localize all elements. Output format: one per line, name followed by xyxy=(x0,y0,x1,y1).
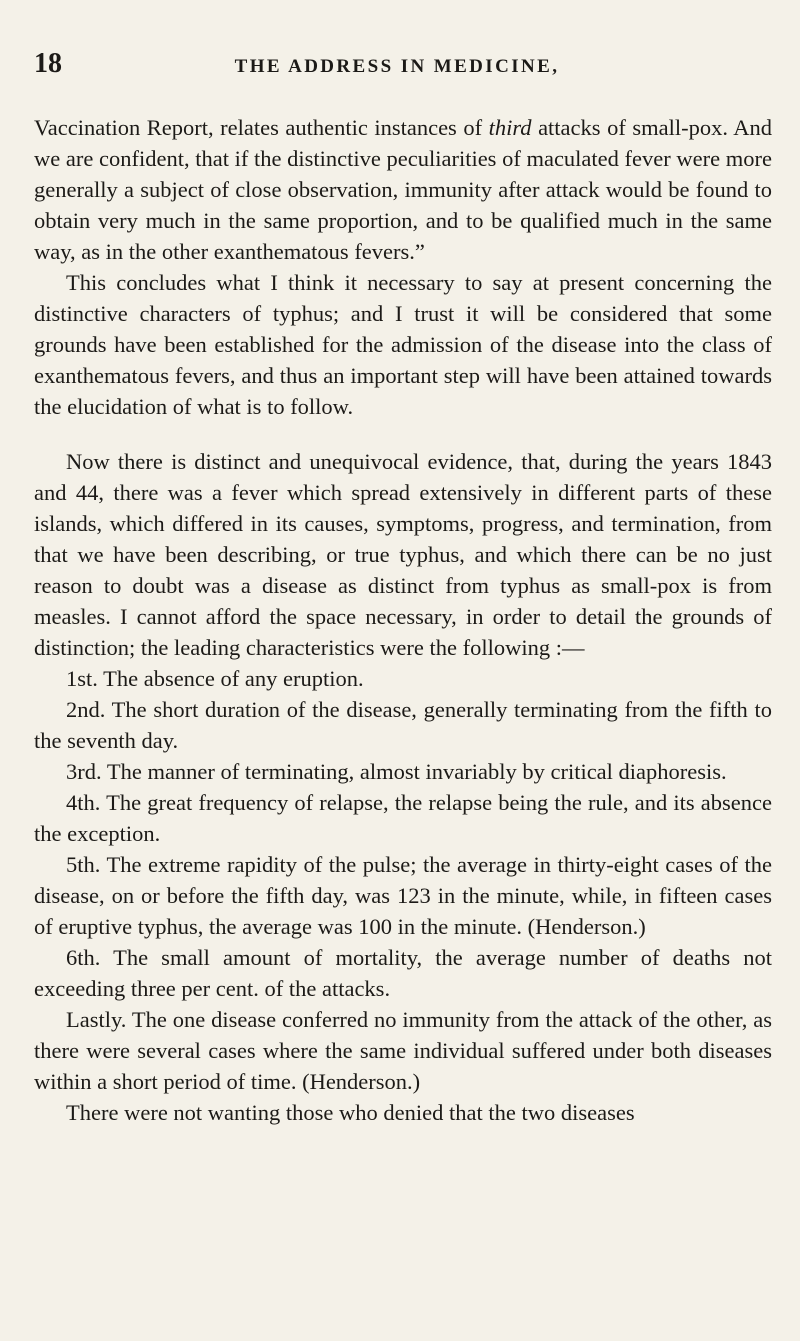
running-title: THE ADDRESS IN MEDICINE, xyxy=(234,56,560,77)
list-item-3rd: 3rd. The manner of terminating, almost invariably by critical diaphoresis. xyxy=(66,759,727,784)
list-item-6th: 6th. The small amount of mortality, the average number of deaths not exceeding three per cent. of the attacks. xyxy=(34,945,772,1001)
emphasis-third: third xyxy=(488,115,532,140)
list-item-4th: 4th. The great frequency of relapse, the relapse being the rule, and its absence the exception. xyxy=(34,790,772,846)
page-header xyxy=(34,48,760,88)
paragraph-distinct-fever: Now there is distinct and unequivocal evidence, that, during the years 1843 and 44, there was a fever which spread extensively in different parts of these islands, which differed in its causes, symptoms, progress, and termination, from that we have been describing, or true typhus, and which there can be no just reason to doubt was a disease as distinct from typhus as small-pox is from measles. I cannot afford the space necessary, in order to detail the grounds of distinction; the leading characteristics were the following :— xyxy=(34,449,772,660)
list-item-2nd: 2nd. The short duration of the disease, generally terminating from the fifth to the seventh day. xyxy=(34,697,772,753)
page-number: 18 xyxy=(34,48,62,79)
list-item-1st: 1st. The absence of any eruption. xyxy=(66,666,364,691)
paragraph-vaccination-report: Vaccination Report, relates authentic instances of third attacks of small-pox. And we are confident, that if the distinctive peculiarities of maculated fever were more generally a subject of close observation, immunity after attack would be found to obtain very much in the same proportion, and to be qualified much in the same way, as in the other exanthematous fevers.” xyxy=(34,115,772,264)
paragraph-continuation: There were not wanting those who denied that the two diseases xyxy=(66,1100,635,1125)
list-item-lastly: Lastly. The one disease conferred no immunity from the attack of the other, as there were several cases where the same individual suffered under both diseases within a short period of time. (Henderson.) xyxy=(34,1007,772,1094)
list-item-5th: 5th. The extreme rapidity of the pulse; the average in thirty-eight cases of the disease, on or before the fifth day, was 123 in the minute, while, in fifteen cases of eruptive typhus, the average was 100 in the minute. (Henderson.) xyxy=(34,852,772,939)
body-text xyxy=(34,112,772,1128)
paragraph-conclusion: This concludes what I think it necessary to say at present concerning the distinctive characters of typhus; and I trust it will be considered that some grounds have been established for the admission of the disease into the class of exanthematous fevers, and thus an important step will have been attained towards the elucidation of what is to follow. xyxy=(34,270,772,419)
